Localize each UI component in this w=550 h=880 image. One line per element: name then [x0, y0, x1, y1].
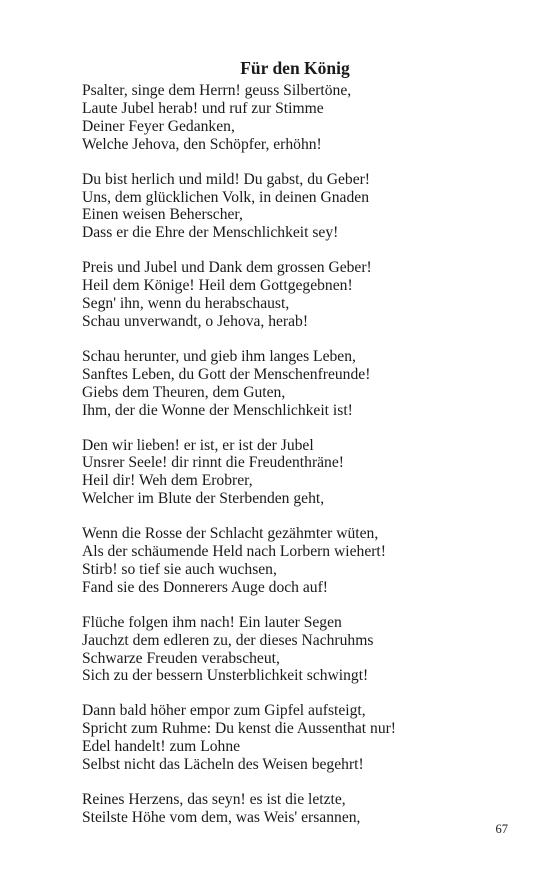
- poem-line: Sanftes Leben, du Gott der Menschenfreunde!: [82, 365, 371, 383]
- stanza: [82, 437, 522, 509]
- poem-line: Als der schäumende Held nach Lorbern wiehert!: [82, 543, 386, 561]
- poem-line: Dann bald höher empor zum Gipfel aufsteigt,: [82, 702, 366, 720]
- poem-line: Wenn die Rosse der Schlacht gezähmter wüten,: [82, 525, 379, 543]
- poem-line: Jauchzt dem edleren zu, der dieses Nachruhms: [82, 631, 374, 649]
- poem-line: Den wir lieben! er ist, er ist der Jubel: [82, 436, 314, 454]
- poem-line: Segn' ihn, wenn du herabschaust,: [82, 295, 290, 313]
- stanza: [82, 82, 522, 154]
- stanza: [82, 702, 522, 774]
- poem-line: Unsrer Seele! dir rinnt die Freudenthräne!: [82, 454, 344, 472]
- stanza: [82, 614, 522, 686]
- poem-line: Flüche folgen ihm nach! Ein lauter Segen: [82, 613, 342, 631]
- poem-line: Ihm, der die Wonne der Menschlichkeit ist!: [82, 401, 353, 419]
- poem-line: Dass er die Ehre der Menschlichkeit sey!: [82, 224, 339, 242]
- poem-line: Schwarze Freuden verabscheut,: [82, 649, 280, 667]
- poem-line: Schau unverwandt, o Jehova, herab!: [82, 312, 309, 330]
- stanza: [82, 791, 522, 827]
- poem-line: Laute Jubel herab! und ruf zur Stimme: [82, 99, 324, 117]
- poem-line: Heil dir! Weh dem Erobrer,: [82, 472, 253, 490]
- poem-line: Du bist herlich und mild! Du gabst, du Geber!: [82, 170, 370, 188]
- poem-line: Fand sie des Donnerers Auge doch auf!: [82, 578, 328, 596]
- poem-line: Preis und Jubel und Dank dem grossen Geber!: [82, 259, 372, 277]
- page-number: 67: [495, 822, 508, 836]
- stanza: [82, 348, 522, 420]
- poem-line: Einen weisen Beherscher,: [82, 206, 243, 224]
- poem-line: Schau herunter, und gieb ihm langes Leben,: [82, 347, 356, 365]
- poem-line: Giebs dem Theuren, dem Guten,: [82, 383, 286, 401]
- poem-line: Steilste Höhe vom dem, was Weis' ersannen,: [82, 808, 361, 826]
- poem-line: Deiner Feyer Gedanken,: [82, 117, 235, 135]
- poem-body: [82, 82, 522, 844]
- poem-line: Sich zu der bessern Unsterblichkeit schwingt!: [82, 667, 369, 685]
- poem-line: Welche Jehova, den Schöpfer, erhöhn!: [82, 135, 322, 153]
- poem-line: Spricht zum Ruhme: Du kenst die Aussenthat nur!: [82, 720, 396, 738]
- poem-title: Für den König: [240, 58, 350, 78]
- stanza: [82, 525, 522, 597]
- poem-line: Selbst nicht das Lächeln des Weisen begehrt!: [82, 756, 364, 774]
- poem-line: Psalter, singe dem Herrn! geuss Silbertöne,: [82, 82, 352, 99]
- poem-line: Stirb! so tief sie auch wuchsen,: [82, 560, 277, 578]
- poem-line: Reines Herzens, das seyn! es ist die letzte,: [82, 791, 346, 808]
- stanza: [82, 259, 522, 331]
- stanza: [82, 171, 522, 243]
- poem-line: Welcher im Blute der Sterbenden geht,: [82, 490, 325, 508]
- poem-line: Uns, dem glücklichen Volk, in deinen Gnaden: [82, 188, 369, 206]
- poem-line: Edel handelt! zum Lohne: [82, 738, 241, 756]
- poem-line: Heil dem Könige! Heil dem Gottgegebnen!: [82, 277, 353, 295]
